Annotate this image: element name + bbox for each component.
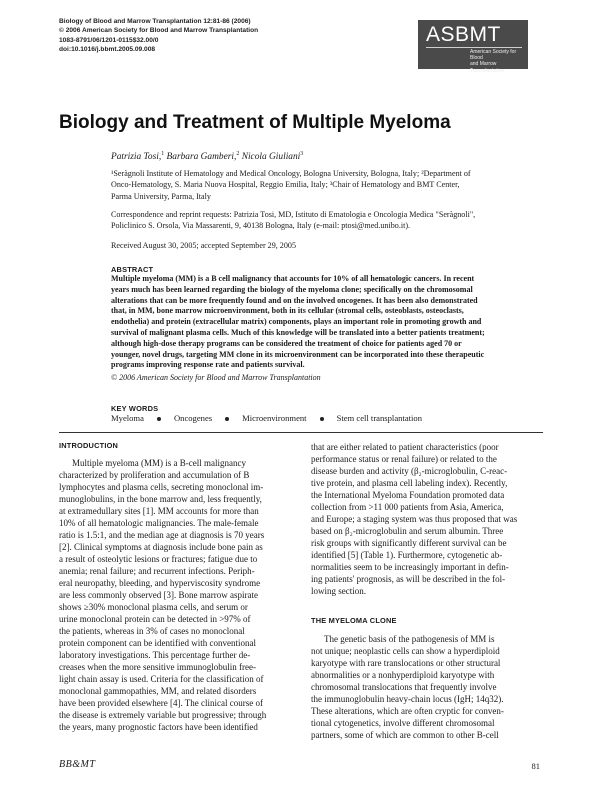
body-line: disease burden and activity (β₂-microglobulin, C-reac- — [311, 466, 508, 476]
abstract-line: younger, novel drugs, targeting MM clone in its microenvironment can be incorporated into these therapeutic — [111, 349, 485, 359]
abstract-body — [111, 274, 543, 371]
body-line: Multiple myeloma (MM) is a B-cell malignancy — [72, 458, 246, 468]
body-line: urine monoclonal protein can be detected in >97% of — [59, 614, 251, 624]
keywords-heading: KEY WORDS — [111, 404, 159, 413]
article-title: Biology and Treatment of Multiple Myeloma — [59, 112, 451, 133]
correspondence-line: Policlinico S. Orsola, Via Massarenti, 9, 40138 Bologna, Italy (e-mail: ptosi@med.unibo.it). — [111, 221, 411, 231]
body-line: performance status or renal failure) or related to the — [311, 454, 497, 464]
body-line: characterized by proliferation and accumulation of B — [59, 470, 250, 480]
body-line: have been provided elsewhere [4]. The clinical course of — [59, 698, 263, 708]
body-line: 10% of all hematologic malignancies. The male-female — [59, 518, 259, 528]
introduction-text — [59, 457, 295, 733]
body-line: These alterations, which are often cryptic for conven- — [311, 706, 504, 716]
logo-divider — [426, 47, 522, 48]
bullet-icon — [157, 417, 161, 421]
affiliation-line: Parma University, Parma, Italy — [111, 191, 211, 201]
body-line: that are either related to patient characteristics (poor — [311, 442, 499, 452]
journal-doi-line: doi:10.1016/j.bbmt.2005.09.008 — [59, 46, 156, 54]
footer-journal-abbrev: BB&MT — [59, 759, 96, 770]
myeloma-clone-heading: THE MYELOMA CLONE — [311, 616, 397, 625]
correspondence-line: Correspondence and reprint requests: Patrizia Tosi, MD, Istituto di Ematologia e Oncologia Medica "Seràgnoli", — [111, 210, 476, 219]
abstract-line: alterations that can be more frequently found and on the involved oncogenes. It has been also demonstrated — [111, 295, 478, 305]
body-line: and Europe; a staging system was thus proposed that was — [311, 514, 518, 524]
journal-citation-block — [59, 17, 359, 55]
body-line: tive protein, and plasma cell labeling index). Recently, — [311, 478, 508, 488]
body-line: not unique; neoplastic cells can show a hyperdiploid — [311, 646, 500, 656]
section-divider — [59, 432, 543, 433]
body-line: The genetic basis of the pathogenesis of MM is — [324, 634, 495, 644]
body-line: partners, some of which are common to other B-cell — [311, 730, 499, 740]
body-line: the years, many prognostic factors have been identified — [59, 722, 258, 732]
body-line: ing patients' prognosis, as will be described in the fol- — [311, 574, 506, 584]
body-line: abnormalities or a nonhyperdiploid karyotype with — [311, 670, 495, 680]
body-line: karyotype with rare translocations or other structural — [311, 658, 501, 668]
author-name: Patrizia Tosi, — [111, 152, 162, 163]
body-line: eral neuropathy, bleeding, and hyperviscosity syndrome — [59, 578, 261, 588]
author-list — [111, 151, 531, 162]
body-line: a result of osteolytic lesions or fractures; fatigue due to — [59, 554, 258, 564]
body-line: are less commonly observed [3]. Bone marrow aspirate — [59, 590, 258, 600]
body-line: the patients, whereas in 3% of cases no monoclonal — [59, 626, 245, 636]
logo-acronym: ASBMT — [426, 23, 501, 46]
author-affiliation-mark: 1 — [161, 151, 165, 157]
affiliations — [111, 168, 541, 202]
page-number: 81 — [531, 761, 540, 771]
body-line: the immunoglobulin heavy-chain locus (IgH; 14q32). — [311, 694, 504, 704]
bullet-icon — [225, 417, 229, 421]
body-line: laboratory investigations. This percentage further de- — [59, 650, 251, 660]
introduction-continued-text — [311, 441, 547, 597]
affiliation-line: ¹Seràgnoli Institute of Hematology and Medical Oncology, Bologna University, Bologna, Italy; ²Department of — [111, 169, 471, 178]
logo-subtitle-line: American Society for Blood — [470, 49, 517, 62]
body-line: lowing section. — [311, 586, 366, 596]
affiliation-line: Onco-Hematology, S. Maria Nuova Hospital, Reggio Emilia, Italy; ³Chair of Hematology and BMT Center, — [111, 180, 460, 190]
abstract-heading: ABSTRACT — [111, 265, 154, 274]
abstract-copyright: © 2006 American Society for Blood and Marrow Transplantation — [111, 373, 321, 382]
body-line: shows ≥30% monoclonal plasma cells, and serum or — [59, 602, 248, 612]
abstract-line: years much has been learned regarding the biology of the myeloma clone; specifically on the chromosomal — [111, 284, 473, 294]
bullet-icon — [320, 417, 324, 421]
keyword: Myeloma — [111, 413, 144, 423]
body-line: collection from >11 000 patients from Asia, America, — [311, 502, 504, 512]
abstract-line: although high-dose therapy programs can be considered the treatment of choice for patients aged 70 or — [111, 338, 462, 348]
body-line: lymphocytes and plasma cells, secreting monoclonal im- — [59, 482, 264, 492]
body-line: protein component can be identified with conventional — [59, 638, 256, 648]
body-line: based on β₂-microglobulin and serum albumin. Three — [311, 526, 504, 536]
body-line: anemia; renal failure; and recurrent infections. Periph- — [59, 566, 255, 576]
body-line: normalities seem to be increasingly important in defin- — [311, 562, 509, 572]
abstract-line: that, in MM, bone marrow microenvironment, both in its cellular (stromal cells, osteoblasts, osteoclasts, — [111, 306, 464, 316]
keyword: Oncogenes — [173, 413, 213, 423]
body-line: the disease is extremely variable but progressive; through — [59, 710, 267, 720]
asbmt-logo — [418, 20, 528, 74]
body-line: identified [5] (Table 1). Furthermore, cytogenetic ab- — [311, 550, 503, 560]
logo-subtitle-line: and Marrow Transplantation — [470, 61, 505, 74]
author-affiliation-mark: 2 — [236, 151, 240, 157]
logo-subtitle — [470, 49, 526, 74]
journal-citation-line: Biology of Blood and Marrow Transplantation 12:81-86 (2006) — [59, 18, 251, 25]
body-line: risk groups with significantly different survival can be — [311, 538, 507, 548]
keywords-list — [111, 413, 551, 423]
keyword: Microenvironment — [242, 413, 307, 423]
body-line: creases when the more sensitive immunoglobulin free- — [59, 662, 256, 672]
keyword: Stem cell transplantation — [336, 413, 423, 423]
journal-copyright-line: © 2006 American Society for Blood and Marrow Transplantation — [59, 27, 259, 35]
body-line: munoglobulins, in the bone marrow and, less frequently, — [59, 494, 262, 504]
received-dates: Received August 30, 2005; accepted September 29, 2005 — [111, 241, 296, 250]
journal-issn-line: 1083-8791/06/1201-0115$32.00/0 — [59, 36, 159, 44]
body-line: at extramedullary sites [1]. MM accounts for more than — [59, 506, 259, 516]
abstract-line: programs improving response rate and patients survival. — [111, 360, 305, 370]
author-affiliation-mark: 3 — [300, 151, 304, 157]
body-line: ratio is 1.5:1, and the median age at diagnosis is 70 years — [59, 530, 265, 540]
body-line: tional cytogenetics, involve different chromosomal — [311, 718, 495, 728]
body-line: light chain assay is used. Criteria for the classification of — [59, 674, 264, 684]
introduction-heading: INTRODUCTION — [59, 441, 119, 450]
body-line: chromosomal translocations that frequently involve — [311, 682, 497, 692]
author-name: Nicola Giuliani — [241, 152, 301, 163]
abstract-line: endothelia) and protein (extracellular matrix) components, plays an important role in promoting growth and — [111, 317, 482, 327]
body-line: the International Myeloma Foundation promoted data — [311, 490, 505, 500]
author-name: Barbara Gamberi, — [166, 152, 237, 163]
correspondence — [111, 209, 541, 232]
myeloma-clone-text — [311, 633, 547, 741]
abstract-line: Multiple myeloma (MM) is a B cell malignancy that accounts for 10% of all hematologic cancers. In recent — [111, 274, 475, 283]
body-line: [2]. Clinical symptoms at diagnosis include bone pain as — [59, 542, 263, 552]
abstract-line: survival of malignant plasma cells. Much of this knowledge will be translated into a better patients treatment; — [111, 327, 485, 337]
body-line: monoclonal gammopathies, MM, and related disorders — [59, 686, 257, 696]
